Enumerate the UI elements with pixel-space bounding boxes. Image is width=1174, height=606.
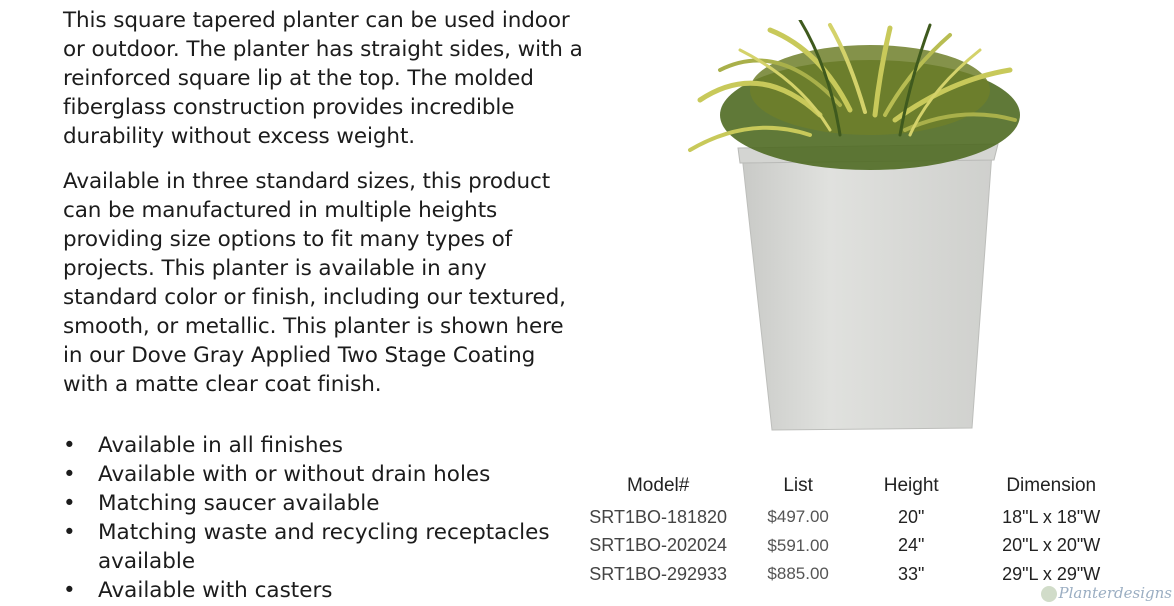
feature-item: • Matching waste and recycling receptacles available [63, 520, 550, 574]
feature-item: • Available with or without drain holes [63, 462, 491, 487]
dimension-cell: 29"L x 29"W [1002, 563, 1101, 584]
dimension-cell: 18"L x 18"W [1002, 506, 1101, 527]
column-header-height: Height [883, 475, 939, 496]
flower-logo-icon [1041, 586, 1057, 602]
price-cell: $497.00 [767, 507, 829, 527]
feature-item: • Matching saucer available [63, 491, 380, 516]
price-cell: $591.00 [767, 535, 829, 555]
description-paragraph-1: This square tapered planter can be used indoor or outdoor. The planter has straight sides, with a reinforced square lip at the top. The molded fiberglass construction provides incredible durability without excess weight. [63, 8, 583, 149]
feature-list [63, 431, 583, 605]
table-row [572, 532, 1132, 561]
feature-item: • Available with casters [63, 578, 333, 603]
height-cell: 33" [898, 563, 925, 584]
feature-item: • Available in all finishes [63, 433, 343, 458]
height-cell: 24" [898, 535, 925, 556]
price-cell: $885.00 [767, 564, 829, 584]
column-header-dimension: Dimension [1006, 475, 1097, 496]
model-cell: SRT1BO-181820 [589, 506, 728, 527]
bullet-icon: • [63, 520, 76, 545]
bullet-icon: • [63, 578, 76, 603]
column-header-model: Model# [626, 475, 690, 496]
column-header-list: List [783, 475, 813, 496]
table-header-row [572, 474, 1132, 503]
bullet-icon: • [63, 491, 76, 516]
dimension-cell: 20"L x 20"W [1002, 535, 1101, 556]
description-paragraph-2: Available in three standard sizes, this product can be manufactured in multiple heights providing size options to fit many types of projects. This planter is available in any standard color or finish, including our textured, smooth, or metallic. This planter is shown here in our Dove Gray Applied Two Stage Coating with a matte clear coat finish. [63, 169, 566, 397]
bullet-icon: • [63, 462, 76, 487]
table-row [572, 503, 1132, 532]
bullet-icon: • [63, 433, 76, 458]
height-cell: 20" [898, 506, 925, 527]
brand-watermark [1041, 584, 1172, 602]
model-cell: SRT1BO-292933 [589, 563, 728, 584]
planter-product-image [680, 20, 1020, 435]
watermark-text: Planterdesigns [1058, 584, 1172, 602]
model-cell: SRT1BO-202024 [589, 535, 728, 556]
planter-body [742, 152, 992, 430]
specifications-table [572, 474, 1132, 589]
product-description [63, 6, 583, 415]
